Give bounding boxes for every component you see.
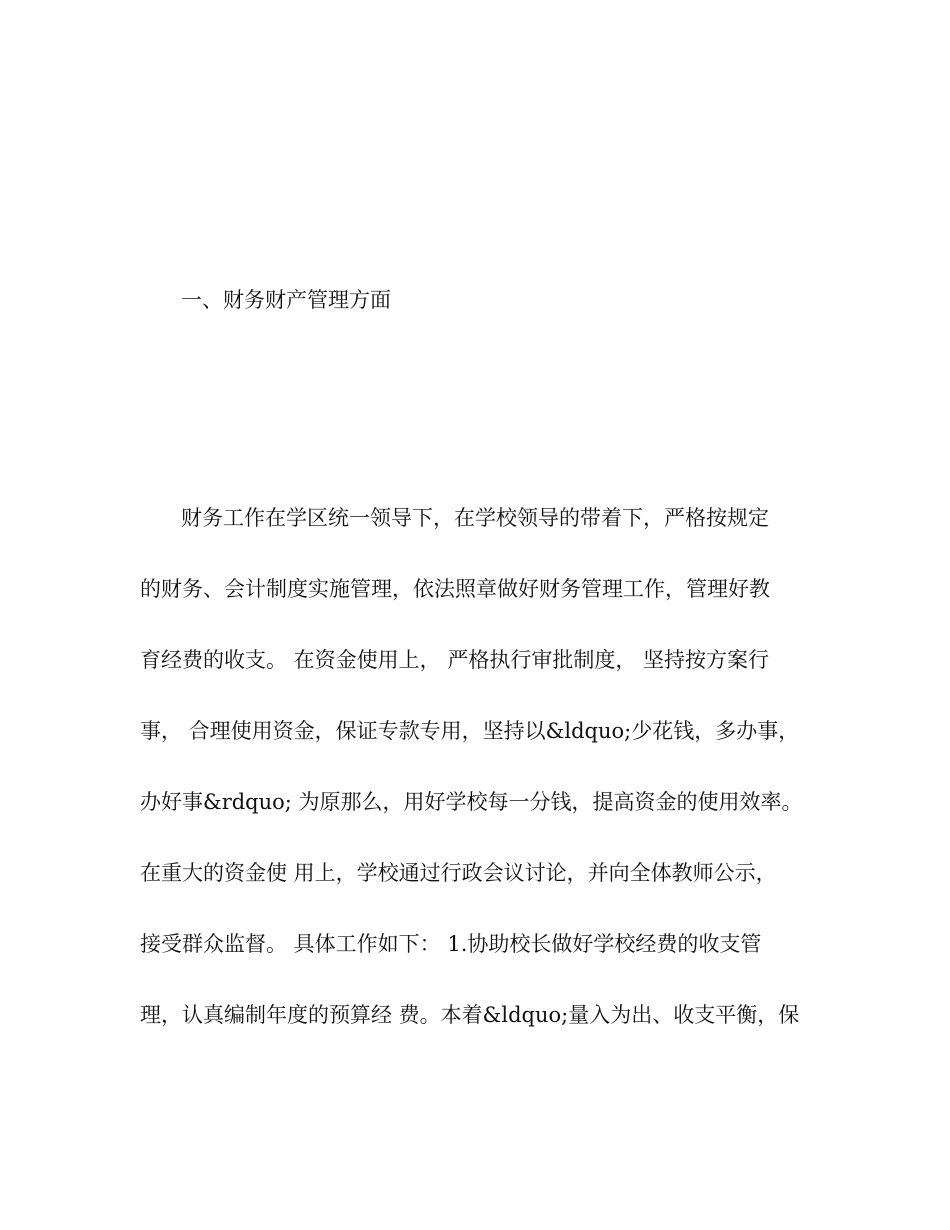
- paragraph-line: 接受群众监督。 具体工作如下： 1.协助校长做好学校经费的收支管: [140, 932, 762, 956]
- paragraph-line: 的财务、会计制度实施管理，依法照章做好财务管理工作，管理好教: [140, 577, 770, 601]
- section-heading: 一、财务财产管理方面: [181, 288, 391, 312]
- paragraph-line: 事， 合理使用资金，保证专款专用，坚持以&ldquo;少花钱，多办事，: [140, 719, 800, 743]
- paragraph-line: 财务工作在学区统一领导下，在学校领导的带着下，严格按规定: [181, 506, 769, 530]
- paragraph-line: 理，认真编制年度的预算经 费。本着&ldquo;量入为出、收支平衡，保: [140, 1003, 800, 1027]
- paragraph-line: 在重大的资金使 用上，学校通过行政会议讨论，并向全体教师公示，: [140, 861, 777, 885]
- paragraph-line: 育经费的收支。 在资金使用上， 严格执行审批制度， 坚持按方案行: [140, 648, 770, 672]
- paragraph-line: 办好事&rdquo; 为原那么，用好学校每一分钱，提高资金的使用效率。: [140, 790, 803, 814]
